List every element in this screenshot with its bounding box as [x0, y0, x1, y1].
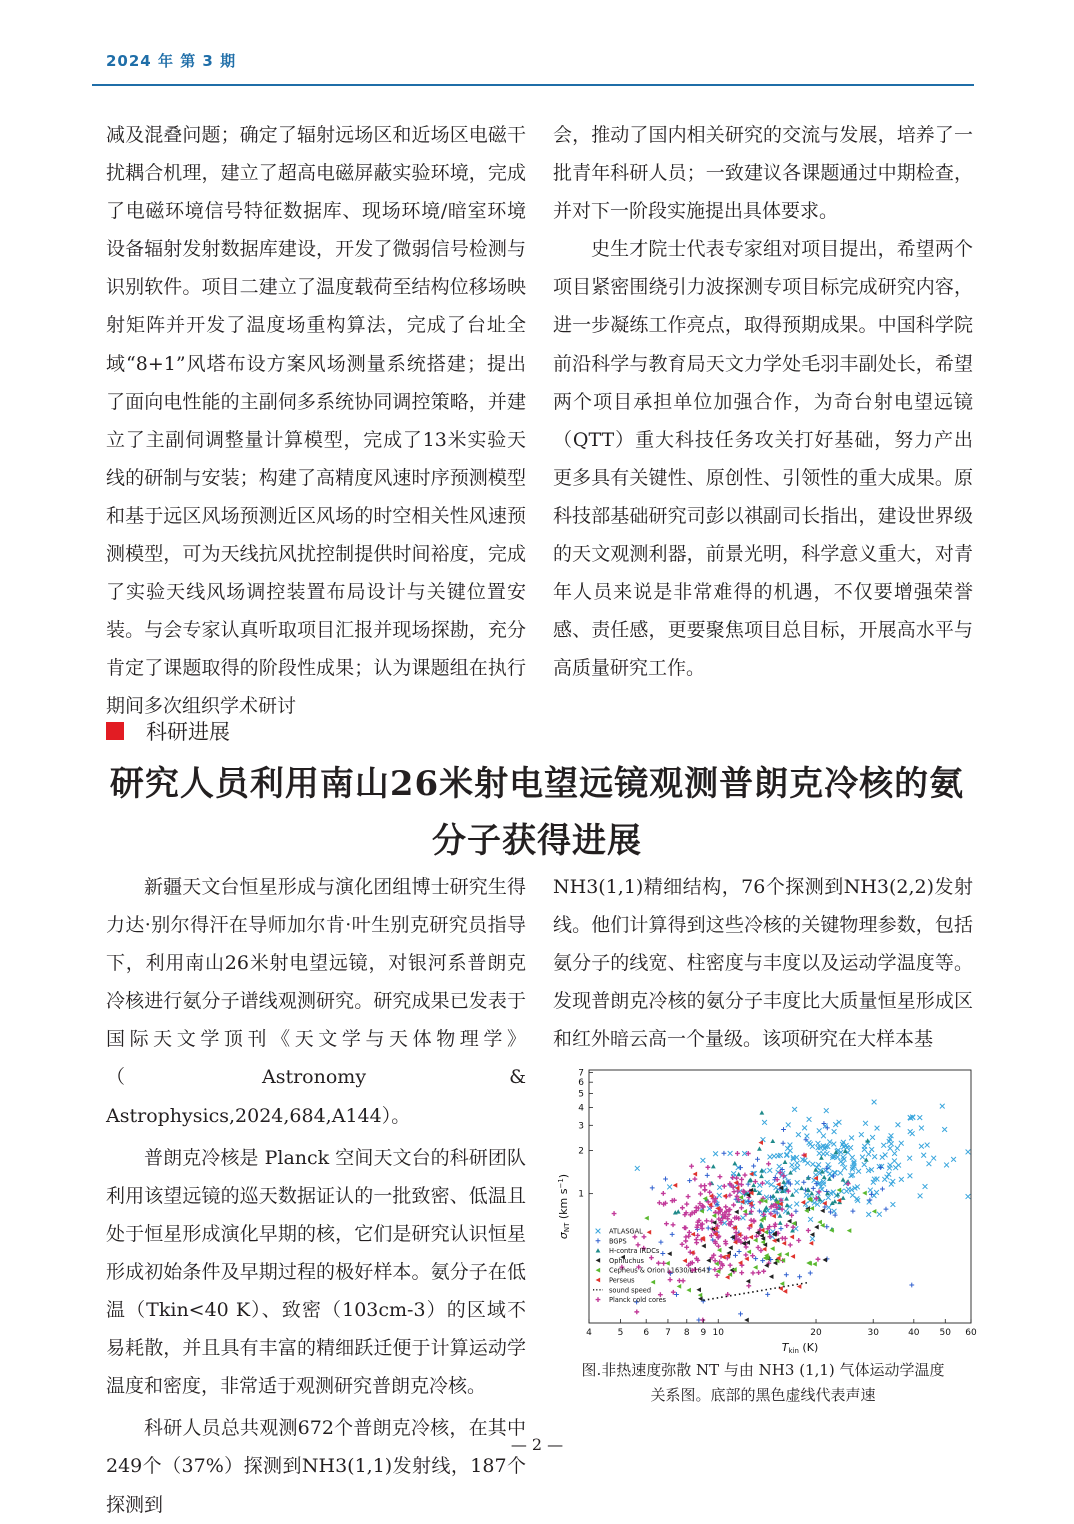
headline-line-1: 研究人员利用南山26米射电望远镜观测普朗克冷核的氨	[109, 764, 965, 804]
y-tick-label: 7	[578, 1068, 584, 1079]
legend-entry: sound speed	[609, 1286, 652, 1295]
legend-entry: Planck cold cores	[609, 1296, 667, 1305]
x-tick-label: 40	[908, 1328, 920, 1338]
x-axis-label	[782, 1341, 818, 1355]
x-label-main: T	[781, 1341, 789, 1354]
y-tick-label: 4	[578, 1103, 584, 1114]
headline-line-2: 分子获得进展	[432, 821, 642, 861]
y-tick-label: 5	[578, 1089, 584, 1100]
paragraph: 普朗克冷核是 Planck 空间天文台的科研团队利用该望远镜的巡天数据证认的一批致密、低温且处于恒星形成演化早期的核，它们是研究认识恒星形成初始条件及早期过程的极好样本。氨分子在低温（Tkin<40 K）、致密（103cm-3）的区域不易耗散，并且具有丰富的精细跃迁便于计算运动学温度和密度，非常适于观测研究普朗克冷核。	[106, 1146, 526, 1398]
article-headline	[80, 756, 994, 870]
legend-entry: Cepheus & Orion L1630/L1641	[609, 1266, 711, 1275]
article-right-column	[553, 868, 973, 1058]
y-tick-label: 6	[578, 1078, 584, 1089]
top-right-column	[553, 116, 973, 687]
x-tick-label: 9	[700, 1328, 707, 1338]
y-tick-label: 2	[578, 1146, 584, 1157]
y-label-unit: (km s	[557, 1188, 570, 1223]
x-tick-label: 10	[712, 1328, 724, 1338]
legend-entry: BGPS	[609, 1237, 627, 1246]
x-tick-label: 20	[810, 1328, 822, 1338]
caption-line-2: 关系图。底部的黑色虚线代表声速	[650, 1386, 876, 1404]
x-tick-label: 4	[586, 1328, 592, 1338]
scatter-chart	[549, 1063, 977, 1356]
y-label-sub: NT	[563, 1222, 571, 1233]
section-marker-icon	[106, 722, 124, 740]
y-tick-label: 1	[578, 1189, 584, 1200]
top-left-column	[106, 116, 526, 726]
paragraph: NH3(1,1)精细结构，76个探测到NH3(2,2)发射线。他们计算得到这些冷核的关键物理参数，包括氨分子的线宽、柱密度与丰度以及运动学温度等。发现普朗克冷核的氨分子丰度比大质量恒星形成区和红外暗云高一个量级。该项研究在大样本基	[553, 876, 973, 1051]
section-label: 科研进展	[146, 720, 230, 744]
y-label-main: σ	[557, 1232, 570, 1240]
x-tick-label: 60	[965, 1328, 977, 1338]
x-tick-label: 8	[683, 1328, 690, 1338]
x-tick-label: 6	[643, 1328, 650, 1338]
section-heading	[106, 716, 230, 746]
paragraph: 新疆天文台恒星形成与演化团组博士研究生得力达·别尔得汗在导师加尔肯·叶生别克研究员指导下，利用南山26米射电望远镜，对银河系普朗克冷核进行氨分子谱线观测研究。研究成果已发表于国际天文学顶刊《天文学与天体物理学》（Astronomy & Astrophysics,2024,684,A144）。	[106, 876, 526, 1127]
x-tick-label: 5	[617, 1328, 624, 1338]
caption-line-1: 图.非热速度弥散 NT 与由 NH3 (1,1) 气体运动学温度	[581, 1361, 945, 1379]
paragraph: 科研人员总共观测672个普朗克冷核，在其中249个（37%）探测到NH3(1,1)发射线，187个探测到	[106, 1417, 526, 1516]
legend-entry: ATLASGAL	[609, 1227, 643, 1236]
x-label-sub: kin	[788, 1347, 799, 1355]
article-left-column	[106, 868, 526, 1524]
x-tick-label: 50	[939, 1328, 952, 1338]
x-label-unit: (K)	[798, 1341, 819, 1354]
header-rule	[92, 84, 974, 86]
paragraph: 减及混叠问题；确定了辐射远场区和近场区电磁干扰耦合机理，建立了超高电磁屏蔽实验环境，完成了电磁环境信号特征数据库、现场环境/暗室环境设备辐射发射数据库建设，开发了微弱信号检测与识别软件。项目二建立了温度载荷至结构位移场映射矩阵并开发了温度场重构算法，完成了台址全域“8+1”风塔布设方案风场测量系统搭建；提出了面向电性能的主副伺多系统协同调控策略，并建立了主副伺调整量计算模型，完成了13米实验天线的研制与安装；构建了高精度风速时序预测模型和基于远区风场预测近区风场的时空相关性风速预测模型，可为天线抗风扰控制提供时间裕度，完成了实验天线风场调控装置布局设计与关键位置安装。与会专家认真听取项目汇报并现场探勘，充分肯定了课题取得的阶段性成果；认为课题组在执行期间多次组织学术研讨	[106, 124, 526, 718]
paragraph: 会，推动了国内相关研究的交流与发展，培养了一批青年科研人员；一致建议各课题通过中期检查，并对下一阶段实施提出具体要求。	[553, 124, 973, 223]
legend-entry: Ophiuchus	[609, 1256, 644, 1265]
x-tick-label: 7	[665, 1328, 671, 1338]
x-tick-label: 30	[867, 1328, 879, 1338]
y-label-close: )	[557, 1173, 570, 1179]
paragraph: 史生才院士代表专家组对项目提出，希望两个项目紧密围绕引力波探测专项目标完成研究内容，进一步凝练工作亮点，取得预期成果。中国科学院前沿科学与教育局天文力学处毛羽丰副处长，希望两个项目承担单位加强合作，为奇台射电望远镜（QTT）重大科技任务攻关打好基础，努力产出更多具有关键性、原创性、引领性的重大成果。原科技部基础研究司彭以祺副司长指出，建设世界级的天文观测利器，前景光明，科学意义重大，对青年人员来说是非常难得的机遇，不仅要增强荣誉感、责任感，更要聚焦项目总目标，开展高水平与高质量研究工作。	[553, 238, 973, 680]
y-tick-label: 3	[578, 1121, 584, 1132]
figure-caption	[553, 1358, 973, 1408]
y-label-exp: −1	[557, 1178, 565, 1189]
issue-header: 2024 年 第 3 期	[106, 52, 237, 70]
legend-entry: H-contra IRDCs	[609, 1247, 660, 1256]
legend-entry: Perseus	[609, 1276, 635, 1285]
page-number: — 2 —	[510, 1435, 564, 1454]
